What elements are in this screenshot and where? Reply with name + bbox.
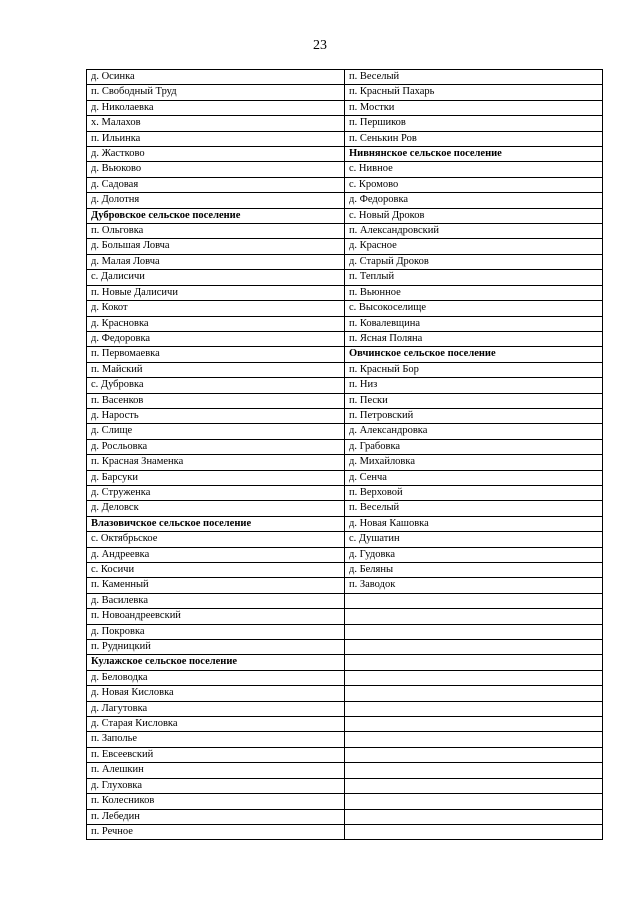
settlement-cell: д. Грабовка: [345, 439, 603, 454]
settlement-cell: с. Нивное: [345, 162, 603, 177]
settlement-cell: д. Вьюково: [87, 162, 345, 177]
settlement-cell: п. Красная Знаменка: [87, 455, 345, 470]
settlement-cell: п. Мостки: [345, 100, 603, 115]
table-row: [87, 439, 603, 454]
table-row: [87, 424, 603, 439]
settlement-cell: д. Большая Ловча: [87, 239, 345, 254]
table-row: [87, 316, 603, 331]
settlement-cell: д. Садовая: [87, 177, 345, 192]
settlement-cell: д. Глуховка: [87, 778, 345, 793]
settlement-cell: д. Нарость: [87, 408, 345, 423]
table-row: [87, 116, 603, 131]
settlement-heading-cell: Овчинское сельское поселение: [345, 347, 603, 362]
table-row: [87, 393, 603, 408]
settlement-cell: п. Речное: [87, 824, 345, 839]
settlement-cell: п. Петровский: [345, 408, 603, 423]
table-row: [87, 100, 603, 115]
settlement-cell: п. Першиков: [345, 116, 603, 131]
settlement-cell: д. Беляны: [345, 563, 603, 578]
settlement-cell: п. Ильинка: [87, 131, 345, 146]
settlement-cell: [345, 670, 603, 685]
table-row: [87, 563, 603, 578]
settlement-cell: п. Новые Далисичи: [87, 285, 345, 300]
table-row: [87, 331, 603, 346]
settlement-cell: [345, 686, 603, 701]
settlement-cell: [345, 717, 603, 732]
settlement-cell: д. Покровка: [87, 624, 345, 639]
settlement-cell: д. Кокот: [87, 301, 345, 316]
table-row: [87, 208, 603, 223]
settlement-heading-cell: Влазовичское сельское поселение: [87, 516, 345, 531]
settlement-cell: п. Первомаевка: [87, 347, 345, 362]
settlement-cell: п. Заводок: [345, 578, 603, 593]
settlement-cell: п. Майский: [87, 362, 345, 377]
table-row: [87, 224, 603, 239]
table-row: [87, 485, 603, 500]
settlement-cell: п. Александровский: [345, 224, 603, 239]
settlement-cell: х. Малахов: [87, 116, 345, 131]
settlement-cell: д. Старая Кисловка: [87, 717, 345, 732]
table-row: [87, 624, 603, 639]
settlement-cell: д. Слище: [87, 424, 345, 439]
settlement-cell: п. Ясная Поляна: [345, 331, 603, 346]
table-row: [87, 408, 603, 423]
settlement-cell: д. Красновка: [87, 316, 345, 331]
settlement-cell: с. Кромово: [345, 177, 603, 192]
settlement-cell: д. Новая Кашовка: [345, 516, 603, 531]
settlement-cell: д. Федоровка: [87, 331, 345, 346]
settlement-cell: д. Деловск: [87, 501, 345, 516]
settlement-cell: п. Вьюнное: [345, 285, 603, 300]
settlement-cell: [345, 624, 603, 639]
settlement-cell: [345, 809, 603, 824]
settlement-cell: [345, 794, 603, 809]
table-row: [87, 824, 603, 839]
table-row: [87, 516, 603, 531]
settlement-cell: п. Веселый: [345, 501, 603, 516]
settlement-cell: д. Сенча: [345, 470, 603, 485]
settlement-cell: д. Струженка: [87, 485, 345, 500]
table-row: [87, 131, 603, 146]
settlement-cell: д. Жастково: [87, 147, 345, 162]
settlement-cell: п. Верховой: [345, 485, 603, 500]
page-number: 23: [313, 38, 327, 53]
table-row: [87, 239, 603, 254]
settlements-table: [86, 69, 603, 840]
table-row: [87, 470, 603, 485]
settlement-cell: п. Ковалевщина: [345, 316, 603, 331]
table-row: [87, 501, 603, 516]
table-row: [87, 254, 603, 269]
settlement-cell: [345, 701, 603, 716]
table-row: [87, 177, 603, 192]
settlement-cell: п. Свободный Труд: [87, 85, 345, 100]
table-row: [87, 747, 603, 762]
settlement-cell: п. Каменный: [87, 578, 345, 593]
table-row: [87, 763, 603, 778]
settlement-cell: с. Душатин: [345, 532, 603, 547]
settlement-cell: д. Александровка: [345, 424, 603, 439]
settlement-heading-cell: Нивнянское сельское поселение: [345, 147, 603, 162]
settlement-cell: д. Барсуки: [87, 470, 345, 485]
table-row: [87, 147, 603, 162]
settlement-cell: д. Малая Ловча: [87, 254, 345, 269]
settlement-cell: п. Пески: [345, 393, 603, 408]
table-row: [87, 532, 603, 547]
table-row: [87, 686, 603, 701]
settlement-cell: с. Дубровка: [87, 378, 345, 393]
settlement-cell: д. Федоровка: [345, 193, 603, 208]
table-row: [87, 701, 603, 716]
table-row: [87, 70, 603, 85]
settlement-cell: [345, 640, 603, 655]
settlement-cell: д. Новая Кисловка: [87, 686, 345, 701]
table-row: [87, 640, 603, 655]
settlement-cell: п. Низ: [345, 378, 603, 393]
table-row: [87, 378, 603, 393]
table-row: [87, 162, 603, 177]
settlement-cell: п. Алешкин: [87, 763, 345, 778]
settlement-cell: [345, 609, 603, 624]
settlement-cell: д. Николаевка: [87, 100, 345, 115]
settlement-cell: [345, 655, 603, 670]
settlement-cell: п. Рудницкий: [87, 640, 345, 655]
settlement-cell: д. Андреевка: [87, 547, 345, 562]
settlement-cell: [345, 824, 603, 839]
settlement-cell: д. Старый Дроков: [345, 254, 603, 269]
table-row: [87, 362, 603, 377]
table-row: [87, 455, 603, 470]
settlement-cell: с. Косичи: [87, 563, 345, 578]
table-row: [87, 285, 603, 300]
settlement-heading-cell: Дубровское сельское поселение: [87, 208, 345, 223]
table-row: [87, 593, 603, 608]
table-row: [87, 732, 603, 747]
settlement-cell: п. Евсеевский: [87, 747, 345, 762]
settlement-cell: п. Новоандреевский: [87, 609, 345, 624]
settlement-cell: п. Васенков: [87, 393, 345, 408]
table-row: [87, 193, 603, 208]
settlement-cell: д. Михайловка: [345, 455, 603, 470]
table-row: [87, 547, 603, 562]
settlement-cell: [345, 732, 603, 747]
settlement-cell: п. Красный Пахарь: [345, 85, 603, 100]
settlement-cell: [345, 763, 603, 778]
settlement-cell: п. Красный Бор: [345, 362, 603, 377]
table-body: [87, 70, 603, 840]
settlement-cell: д. Долотня: [87, 193, 345, 208]
table-row: [87, 85, 603, 100]
settlement-cell: д. Гудовка: [345, 547, 603, 562]
table-row: [87, 578, 603, 593]
table-row: [87, 301, 603, 316]
settlement-cell: с. Новый Дроков: [345, 208, 603, 223]
settlement-cell: п. Сенькин Ров: [345, 131, 603, 146]
settlement-cell: д. Красное: [345, 239, 603, 254]
table-row: [87, 270, 603, 285]
settlement-cell: п. Заполье: [87, 732, 345, 747]
table-row: [87, 794, 603, 809]
table-row: [87, 778, 603, 793]
settlement-cell: с. Октябрьское: [87, 532, 345, 547]
settlement-cell: с. Высокоселище: [345, 301, 603, 316]
settlement-cell: д. Василевка: [87, 593, 345, 608]
table-row: [87, 609, 603, 624]
settlement-cell: [345, 593, 603, 608]
table-row: [87, 717, 603, 732]
settlement-cell: [345, 747, 603, 762]
table-row: [87, 655, 603, 670]
settlement-cell: п. Ольговка: [87, 224, 345, 239]
settlement-cell: с. Далисичи: [87, 270, 345, 285]
settlement-cell: д. Беловодка: [87, 670, 345, 685]
settlement-cell: д. Росльовка: [87, 439, 345, 454]
table-row: [87, 670, 603, 685]
table-row: [87, 347, 603, 362]
settlement-cell: д. Осинка: [87, 70, 345, 85]
settlement-cell: [345, 778, 603, 793]
settlement-cell: п. Теплый: [345, 270, 603, 285]
settlement-cell: п. Веселый: [345, 70, 603, 85]
settlement-heading-cell: Кулажское сельское поселение: [87, 655, 345, 670]
settlement-cell: п. Колесников: [87, 794, 345, 809]
settlement-cell: д. Лагутовка: [87, 701, 345, 716]
table-row: [87, 809, 603, 824]
settlement-cell: п. Лебедин: [87, 809, 345, 824]
